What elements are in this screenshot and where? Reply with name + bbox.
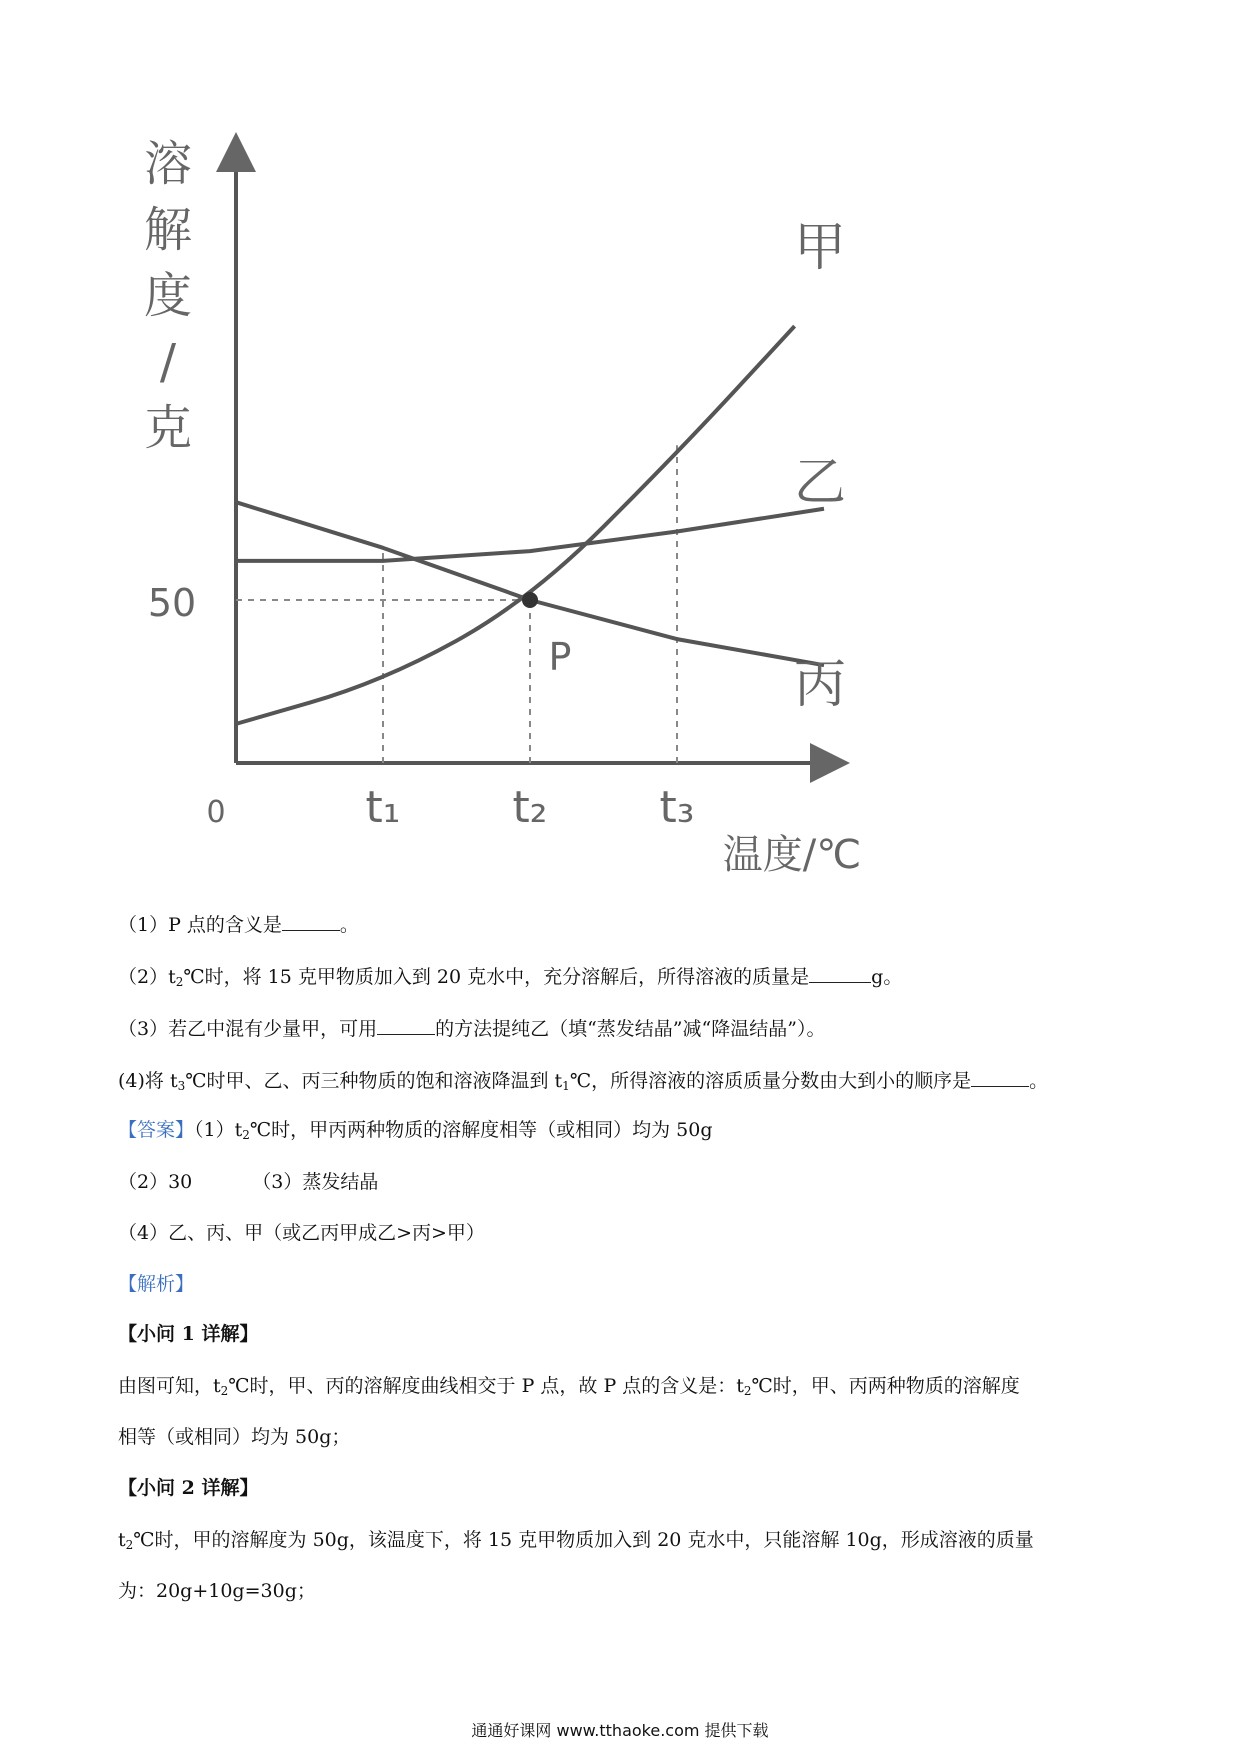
answer-line-2: （2）30 （3）蒸发结晶 bbox=[118, 1171, 379, 1193]
point-p-label: P bbox=[548, 635, 572, 679]
origin-label: 0 bbox=[206, 795, 226, 830]
analysis-tag: 【解析】 bbox=[118, 1273, 195, 1295]
y-axis-label-char: 度 bbox=[143, 268, 193, 324]
subquestion-2-line-1: $t_2℃$时，甲的溶解度为 50g，该温度下，将 15 克甲物质加入到 20 克水中，只能溶解 10g，形成溶液的质量 bbox=[118, 1529, 1034, 1552]
subquestion-1-title: 【小问 1 详解】 bbox=[118, 1323, 259, 1345]
x-tick-t2: t₂ bbox=[512, 782, 548, 833]
subquestion-1-line-2: 相等（或相同）均为 50g； bbox=[118, 1426, 351, 1448]
subquestion-2-title: 【小问 2 详解】 bbox=[118, 1477, 259, 1499]
y-axis-label-char: 克 bbox=[143, 400, 193, 456]
x-tick-t1: t₁ bbox=[365, 782, 401, 833]
point-p-marker bbox=[522, 592, 538, 608]
series-label-bing: 丙 bbox=[793, 655, 847, 715]
y-axis-label-char: 解 bbox=[143, 202, 193, 258]
question-2: $(2)t_2℃$时，将 15 克甲物质加入到 20 克水中，充分溶解后，所得溶液的质量是 g。 bbox=[118, 962, 902, 996]
question-1: （1）P 点的含义是 。 bbox=[118, 910, 359, 939]
series-label-yi: 乙 bbox=[793, 453, 847, 513]
y-axis-label-char: / bbox=[159, 334, 177, 390]
curve-yi bbox=[236, 509, 824, 561]
page-footer: 通通好课网 www.tthaoke.com 提供下载 bbox=[471, 1721, 769, 1740]
answer-line-3: （4）乙、丙、甲（或乙丙甲成乙>丙>甲） bbox=[118, 1222, 485, 1244]
y-axis-label-char: 溶 bbox=[143, 136, 193, 192]
x-axis-label: 温度/℃ bbox=[722, 832, 862, 878]
subquestion-1-line-1: 由图可知，$t_2℃$时，甲、丙的溶解度曲线相交于 P 点，故 P 点的含义是：$t_2℃$时，甲、丙两种物质的溶解度 bbox=[118, 1375, 1020, 1398]
subquestion-2-line-2: 为：20g+10g=30g； bbox=[118, 1580, 316, 1602]
x-tick-t3: t₃ bbox=[659, 782, 695, 833]
answer-line-1: 【答案】$(1)t_2℃$时，甲丙两种物质的溶解度相等（或相同）均为 50g bbox=[118, 1119, 713, 1142]
question-3: （3）若乙中混有少量甲，可用 的方法提纯乙（填“蒸发结晶”减“降温结晶”）。 bbox=[118, 1014, 825, 1043]
answer-tag: 【答案】 bbox=[118, 1119, 195, 1141]
question-4: (4)将 $t_3℃$时甲、乙、丙三种物质的饱和溶液降温到 $t_1℃$，所得溶液的溶质质量分数由大到小的顺序是 。 bbox=[118, 1066, 1048, 1100]
y-tick-50: 50 bbox=[147, 581, 197, 625]
series-label-jia: 甲 bbox=[793, 218, 847, 278]
